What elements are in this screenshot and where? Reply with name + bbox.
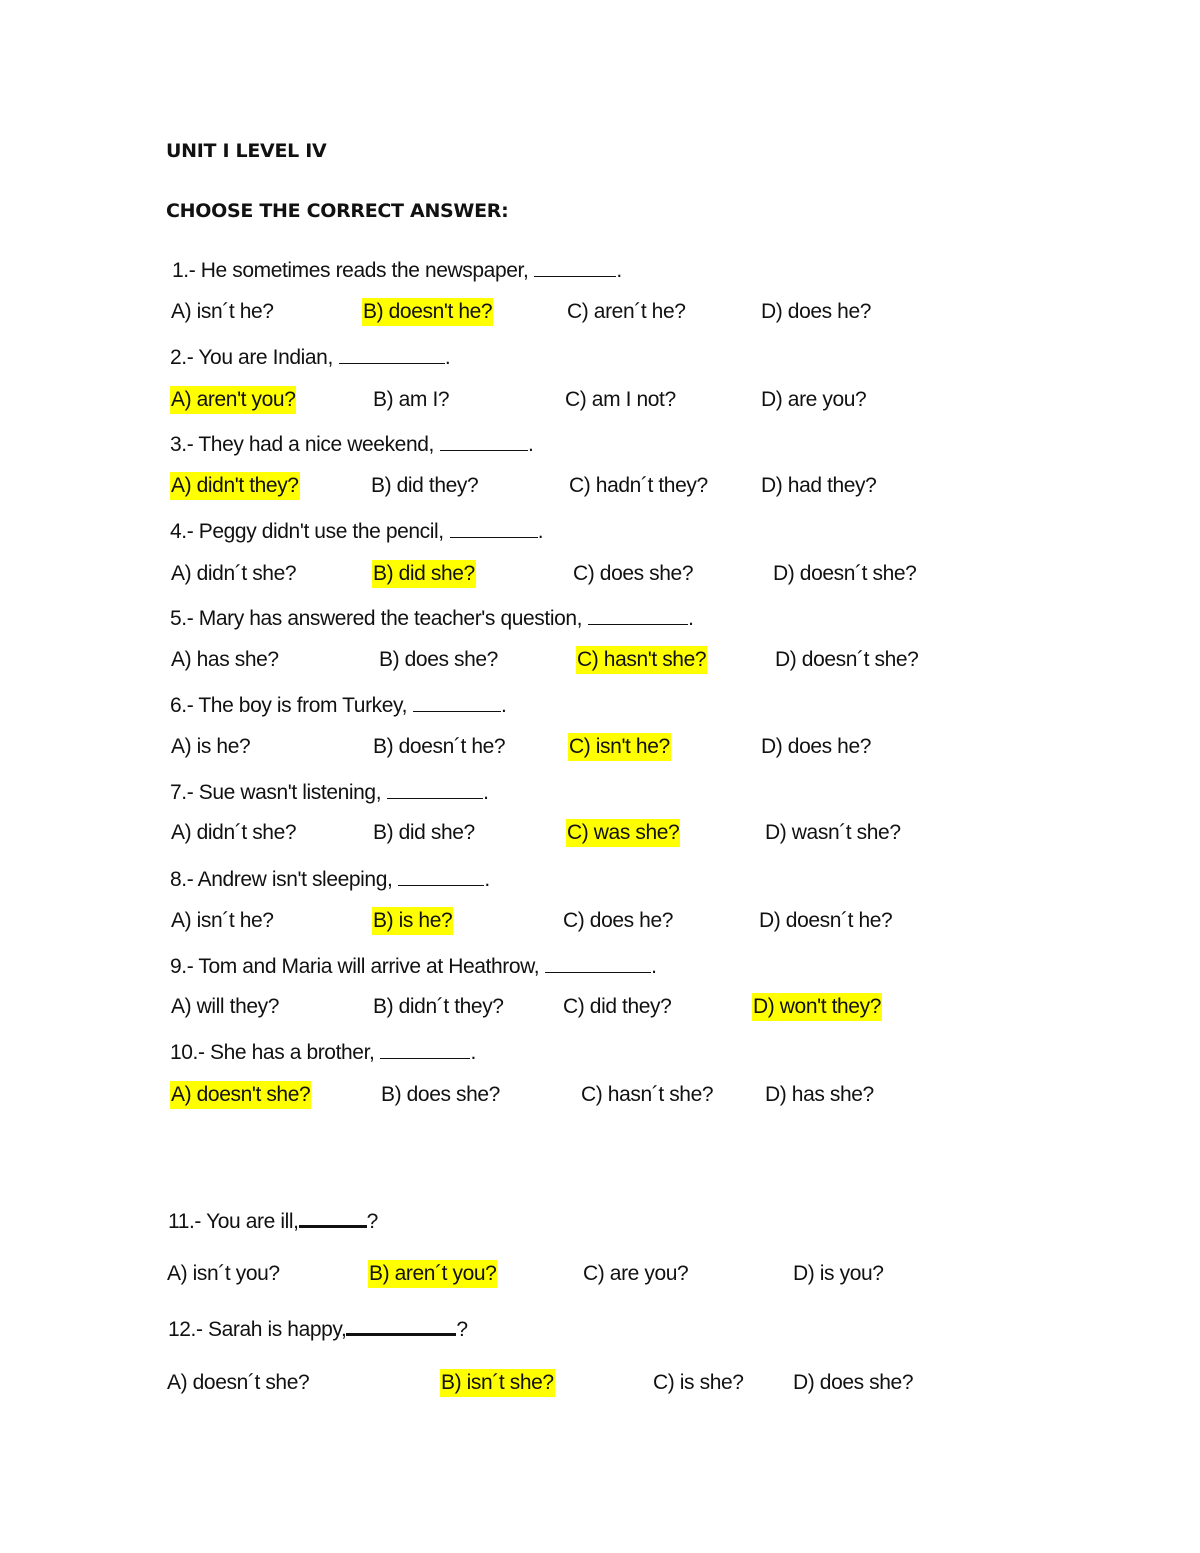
option-d[interactable]: D) is you? [793,1262,884,1285]
option-c[interactable]: C) hasn´t she? [581,1083,714,1106]
question-end-punctuation: . [688,607,694,630]
option-a[interactable]: A) has she? [171,648,279,671]
question-text: Sarah is happy, [208,1318,347,1341]
question-text: Sue wasn't listening, [198,781,382,804]
option-b[interactable]: B) did they? [371,474,479,497]
question-end-punctuation: . [616,259,622,282]
option-c[interactable]: C) does she? [573,562,694,585]
option-d[interactable]: D) does he? [761,300,872,323]
answer-blank [398,867,484,886]
question-end-punctuation: . [470,1041,476,1064]
question-1 [172,258,622,283]
question-text: Tom and Maria will arrive at Heathrow, [198,955,540,978]
question-6 [170,693,506,718]
option-c[interactable]: C) are you? [583,1262,689,1285]
option-d[interactable]: D) doesn´t she? [775,648,919,671]
option-b-correct[interactable]: B) doesn't he? [362,298,493,326]
answer-blank [346,1315,456,1336]
option-c[interactable]: C) aren´t he? [567,300,686,323]
question-end-punctuation: . [483,781,489,804]
question-text: The boy is from Turkey, [198,694,408,717]
question-end-punctuation: . [484,868,490,891]
question-end-punctuation: . [651,955,657,978]
option-a[interactable]: A) didn´t she? [171,562,297,585]
question-number: 6.- [170,694,194,717]
option-c-correct[interactable]: C) isn't he? [568,733,671,761]
instruction-heading: CHOOSE THE CORRECT ANSWER: [166,200,509,222]
question-end-punctuation: . [527,433,534,456]
question-5 [170,606,694,631]
question-end-punctuation: . [501,694,507,717]
answer-blank [299,1207,367,1228]
answer-blank [534,258,616,277]
option-d[interactable]: D) doesn´t he? [759,909,893,932]
question-number: 10.- [170,1041,205,1064]
option-a[interactable]: A) didn´t she? [171,821,297,844]
answer-blank [387,780,483,799]
option-b[interactable]: B) does she? [381,1083,500,1106]
question-10 [170,1040,476,1065]
option-d[interactable]: D) had they? [761,474,877,497]
answer-blank [450,519,538,538]
question-9 [170,954,657,979]
option-c-correct[interactable]: C) hasn't she? [576,646,707,674]
option-b-correct[interactable]: B) is he? [372,907,453,935]
question-4 [170,519,543,544]
option-a[interactable]: A) isn´t he? [171,909,274,932]
question-text: They had a nice weekend, [198,433,434,456]
option-d[interactable]: D) are you? [761,388,867,411]
question-text: He sometimes reads the newspaper, [200,259,529,282]
option-d[interactable]: D) does she? [793,1371,914,1394]
option-b[interactable]: B) did she? [373,821,475,844]
option-b[interactable]: B) doesn´t he? [373,735,506,758]
question-text: Peggy didn't use the pencil, [198,520,444,543]
option-d[interactable]: D) doesn´t she? [773,562,917,585]
option-a[interactable]: A) will they? [171,995,280,1018]
question-11 [168,1207,378,1234]
option-c[interactable]: C) did they? [563,995,672,1018]
question-number: 5.- [170,607,194,630]
question-text: You are ill, [206,1210,299,1233]
answer-blank [588,606,688,625]
option-c[interactable]: C) hadn´t they? [569,474,708,497]
option-b[interactable]: B) am I? [373,388,450,411]
question-2 [170,345,450,370]
question-7 [170,780,489,805]
option-a[interactable]: A) is he? [171,735,251,758]
question-end-punctuation: . [537,520,544,543]
option-c[interactable]: C) does he? [563,909,674,932]
option-a[interactable]: A) isn´t he? [171,300,274,323]
answer-blank [440,432,528,451]
option-d[interactable]: D) has she? [765,1083,874,1106]
option-d-correct[interactable]: D) won't they? [752,993,882,1021]
question-number: 8.- [170,868,194,891]
question-text: Andrew isn't sleeping, [197,868,393,891]
question-number: 1.- [172,259,196,282]
option-d[interactable]: D) does he? [761,735,872,758]
question-8 [170,867,490,892]
option-c[interactable]: C) am I not? [565,388,676,411]
question-text: Mary has answered the teacher's question, [198,607,583,630]
option-b[interactable]: B) does she? [379,648,498,671]
question-number: 3.- [170,433,194,456]
option-b-correct[interactable]: B) isn´t she? [440,1369,555,1397]
option-b-correct[interactable]: B) aren´t you? [368,1260,497,1288]
page-title: UNIT I LEVEL IV [166,140,327,162]
question-text: She has a brother, [210,1041,375,1064]
option-a-correct[interactable]: A) aren't you? [170,386,296,414]
question-number: 9.- [170,955,194,978]
question-end-punctuation: ? [456,1318,468,1341]
answer-blank [380,1040,470,1059]
option-b[interactable]: B) didn´t they? [373,995,504,1018]
option-d[interactable]: D) wasn´t she? [765,821,901,844]
option-a-correct[interactable]: A) didn't they? [170,472,300,500]
option-a[interactable]: A) doesn´t she? [167,1371,310,1394]
question-number: 7.- [170,781,194,804]
answer-blank [413,693,501,712]
question-number: 2.- [170,346,194,369]
question-3 [170,432,533,457]
question-number: 11.- [168,1210,202,1233]
question-end-punctuation: ? [366,1210,378,1233]
question-end-punctuation: . [444,346,451,369]
answer-blank [545,954,651,973]
option-c[interactable]: C) is she? [653,1371,744,1394]
question-text: You are Indian, [198,346,333,369]
option-a[interactable]: A) isn´t you? [167,1262,280,1285]
question-12 [168,1315,468,1342]
option-c-correct[interactable]: C) was she? [566,819,680,847]
question-number: 4.- [170,520,194,543]
option-b-correct[interactable]: B) did she? [372,560,476,588]
question-number: 12.- [168,1318,203,1341]
answer-blank [339,345,445,364]
option-a-correct[interactable]: A) doesn't she? [170,1081,311,1109]
